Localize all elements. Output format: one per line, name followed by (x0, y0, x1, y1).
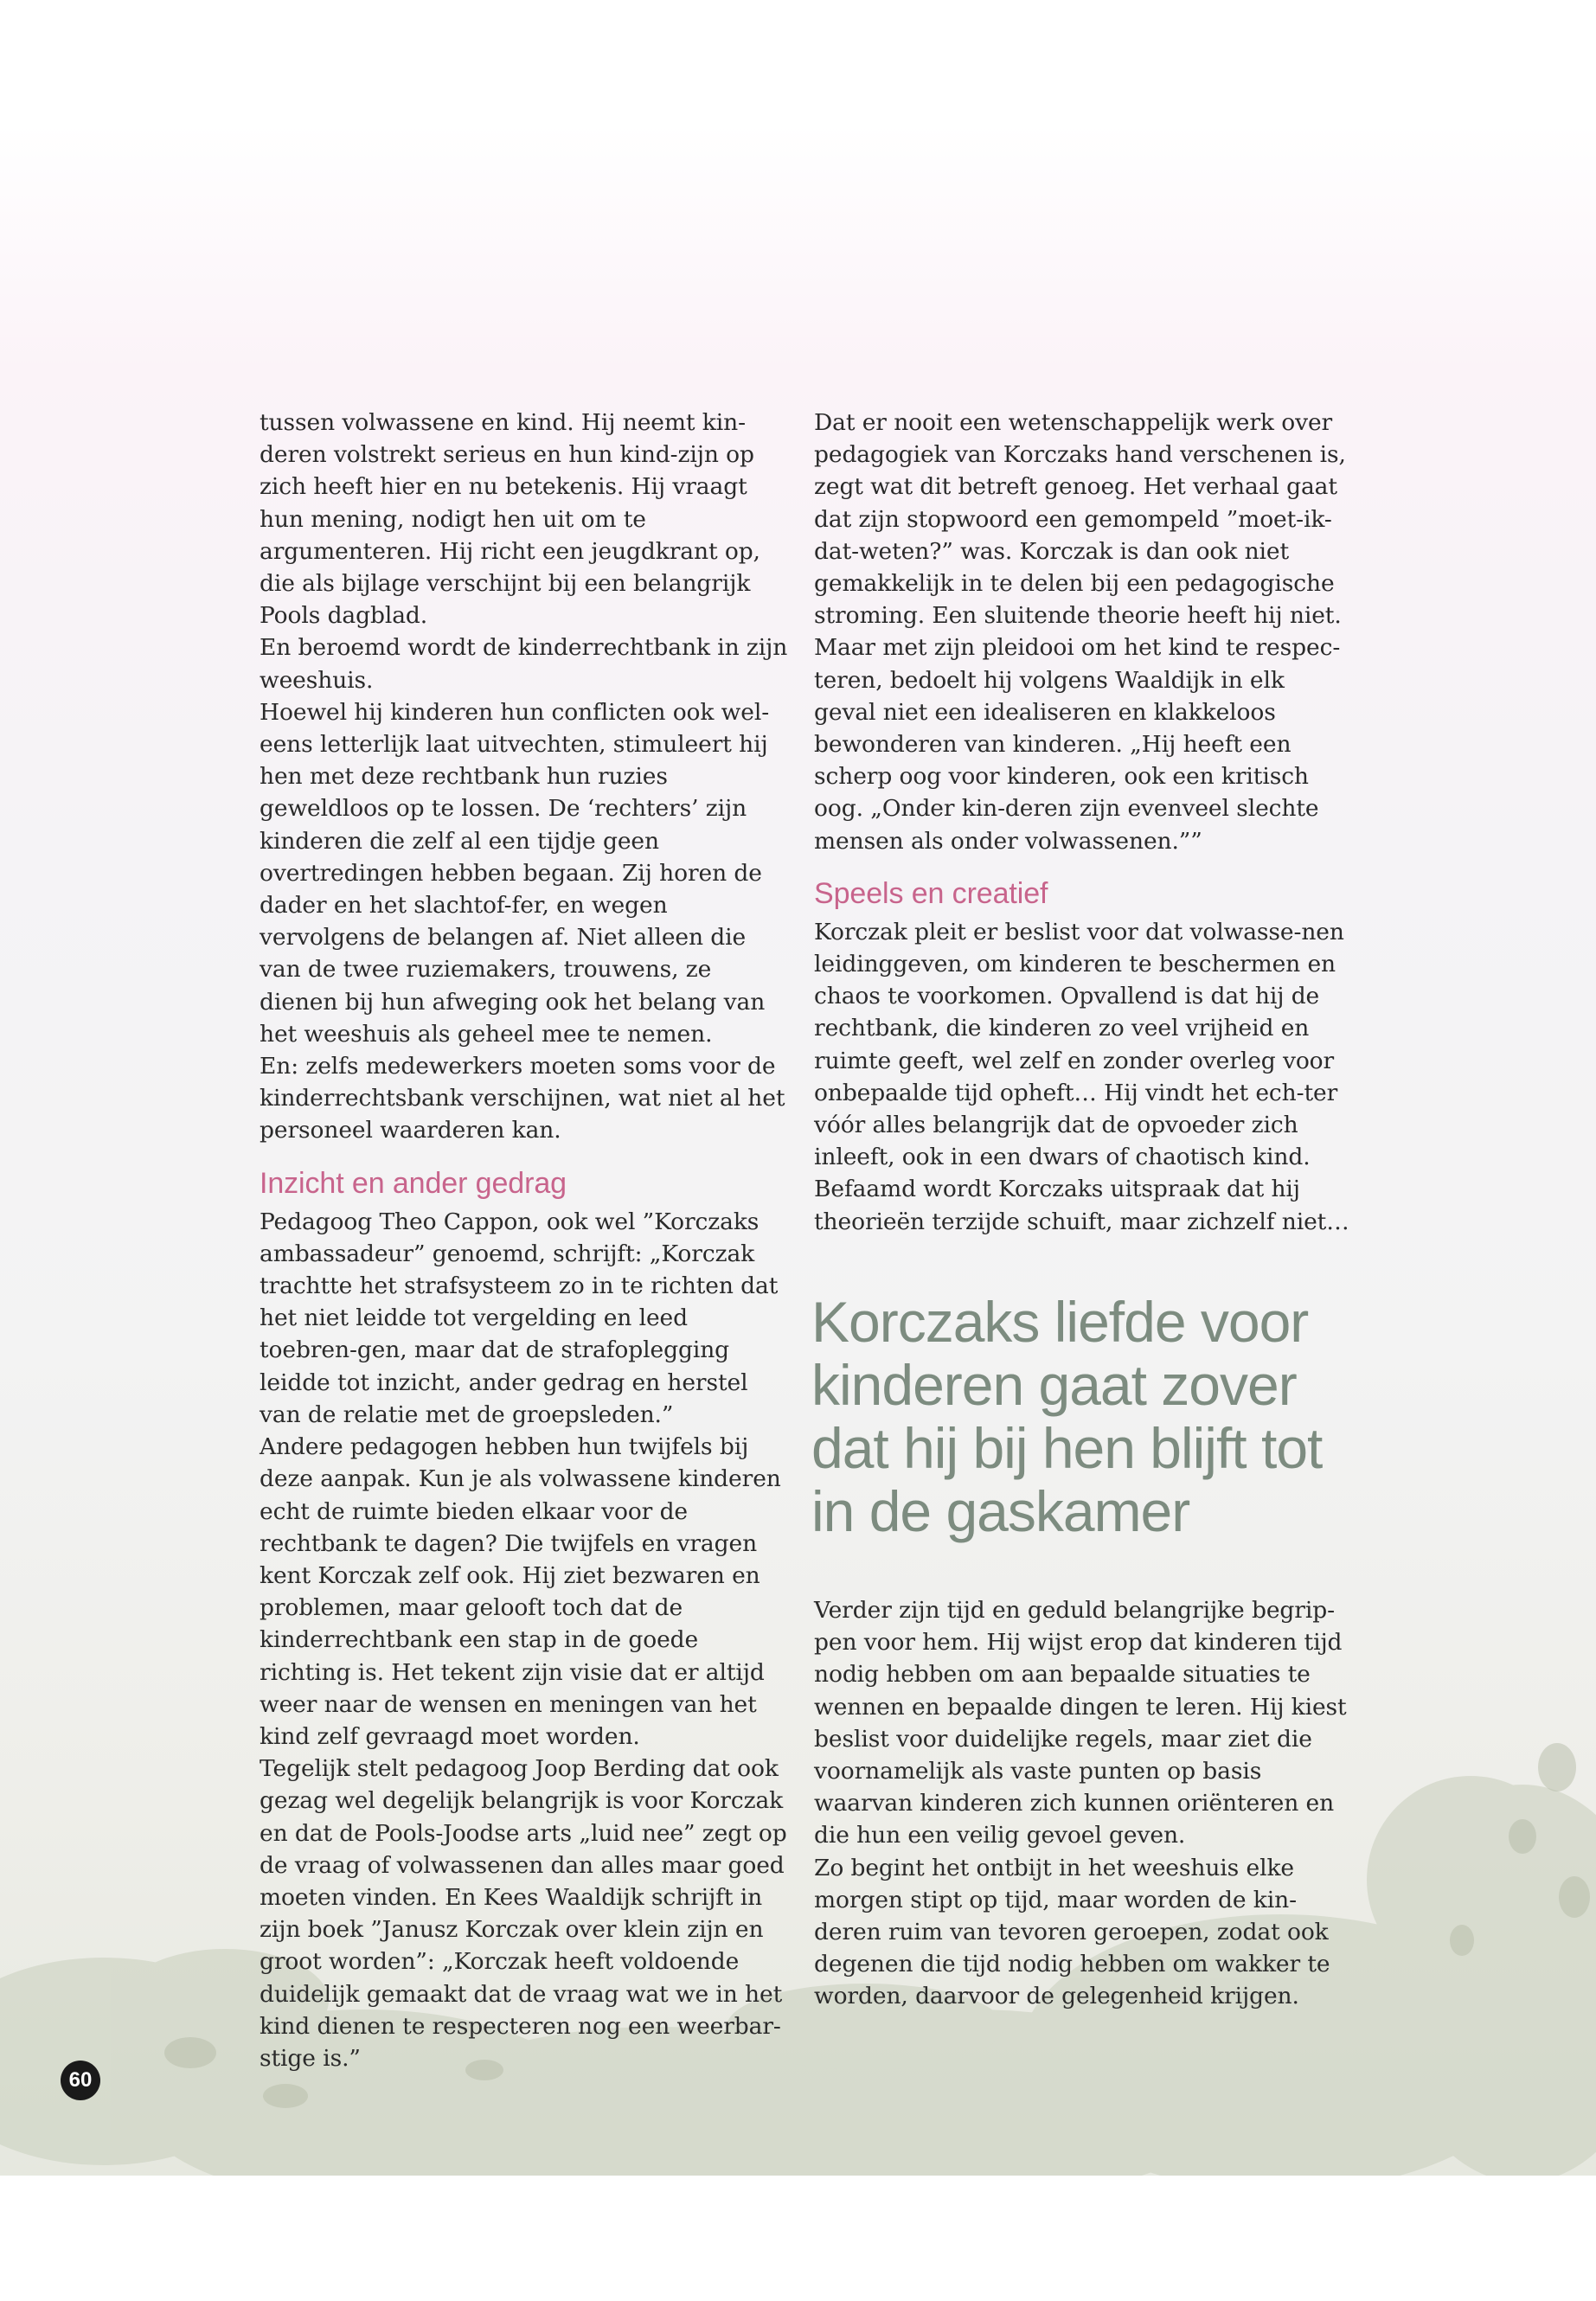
right-column-continued (814, 1594, 1350, 2013)
body-paragraph: Korczak pleit er beslist voor dat volwasse-nen leidinggeven, om kinderen te beschermen en chaos te voorkomen. Opvallend is dat hij de rechtbank, die kinderen zo veel vrijheid en ruimte geeft, wel zelf en zonder overleg voor onbepaalde tijd opheft… Hij vindt het ech-ter vóór alles belangrijk dat de opvoeder zich inleeft, ook in een dwars of chaotisch kind. Befaamd wordt Korczaks uitspraak dat hij theorieën terzijde schuift, maar zichzelf niet… (814, 918, 1349, 1235)
body-paragraph: tussen volwassene en kind. Hij neemt kin-deren volstrekt serieus en hun kind-zijn op zich heeft hier en nu betekenis. Hij vraagt hun mening, nodigt hen uit om te argumenteren. Hij richt een jeugdkrant op, die als bijlage verschijnt bij een belangrijk Pools dagblad. (260, 409, 760, 630)
pull-quote: Korczaks liefde voor kinderen gaat zover dat hij bij hen blijft tot in de gaskamer (811, 1290, 1323, 1543)
body-paragraph: En: zelfs medewerkers moeten soms voor de kinderrechtsbank verschijnen, wat niet al het personeel waarderen kan. (260, 1053, 785, 1144)
page-number: 60 (61, 2061, 100, 2100)
foliage-illustration (0, 124, 1596, 2176)
body-paragraph: Dat er nooit een wetenschappelijk werk over pedagogiek van Korczaks hand verschenen is, zegt wat dit betreft genoeg. Het verhaal gaat dat zijn stopwoord een gemompeld ”moet-ik-dat-weten?” was. Korczak is dan ook niet gemakkelijk in te delen bij een pedagogische stroming. Een sluitende theorie heeft hij niet. Maar met zijn pleidooi om het kind te respec-teren, bedoelt hij volgens Waaldijk in elk geval niet een idealiseren en klakkeloos bewonderen van kinderen. „Hij heeft een scherp oog voor kinderen, ook een kritisch oog. „Onder kin-deren zijn evenveel slechte mensen als onder volwassenen.”” (814, 409, 1346, 855)
right-column (814, 407, 1350, 1238)
body-paragraph: Andere pedagogen hebben hun twijfels bij deze aanpak. Kun je als volwassene kinderen echt de ruimte bieden elkaar voor de rechtbank te dagen? Die twijfels en vragen kent Korczak zelf ook. Hij ziet bezwaren en problemen, maar gelooft toch dat de kinderrechtbank een stap in de goede richting is. Het tekent zijn visie dat er altijd weer naar de wensen en meningen van het kind zelf gevraagd moet worden. (260, 1433, 781, 1750)
body-paragraph: Zo begint het ontbijt in het weeshuis elke morgen stipt op tijd, maar worden de kin-deren ruim van tevoren geroepen, zodat ook degenen die tijd nodig hebben om wakker te worden, daarvoor de gelegenheid krijgen. (814, 1854, 1330, 2010)
body-paragraph: En beroemd wordt de kinderrechtbank in zijn weeshuis. (260, 634, 788, 694)
left-column (260, 407, 792, 2074)
body-paragraph: Tegelijk stelt pedagoog Joop Berding dat ook gezag wel degelijk belangrijk is voor Korczak en dat de Pools-Joodse arts „luid nee” zegt op de vraag of volwassenen dan alles maar goed moeten vinden. En Kees Waaldijk schrijft in zijn boek ”Janusz Korczak over klein zijn en groot worden”: „Korczak heeft voldoende duidelijk gemaakt dat de vraag wat we in het kind dienen te respecteren nog een weerbar-stige is.” (260, 1755, 787, 2072)
body-paragraph: Hoewel hij kinderen hun conflicten ook wel-eens letterlijk laat uitvechten, stimuleert hij hen met deze rechtbank hun ruzies geweldloos op te lossen. De ‘rechters’ zijn kinderen die zelf al een tijdje geen overtredingen hebben begaan. Zij horen de dader en het slachtof-fer, en wegen vervolgens de belangen af. Niet alleen die van de twee ruziemakers, trouwens, ze dienen bij hun afweging ook het belang van het weeshuis als geheel mee te nemen. (260, 698, 770, 1048)
body-paragraph: Pedagoog Theo Cappon, ook wel ”Korczaks ambassadeur” genoemd, schrijft: „Korczak trachtte het strafsysteem zo in te richten dat het niet leidde tot vergelding en leed toebren-gen, maar dat de strafoplegging leidde tot inzicht, ander gedrag en herstel van de relatie met de groepsleden.” (260, 1208, 779, 1428)
section-heading: Speels en creatief (814, 876, 1048, 910)
body-paragraph: Verder zijn tijd en geduld belangrijke begrip-pen voor hem. Hij wijst erop dat kinderen tijd nodig hebben om aan bepaalde situaties te wennen en bepaalde dingen te leren. Hij kiest beslist voor duidelijke regels, maar ziet die voornamelijk als vaste punten op basis waarvan kinderen zich kunnen oriënteren en die hun een veilig gevoel geven. (814, 1597, 1347, 1849)
section-heading: Inzicht en ander gedrag (260, 1166, 567, 1200)
page-background (0, 124, 1596, 2176)
